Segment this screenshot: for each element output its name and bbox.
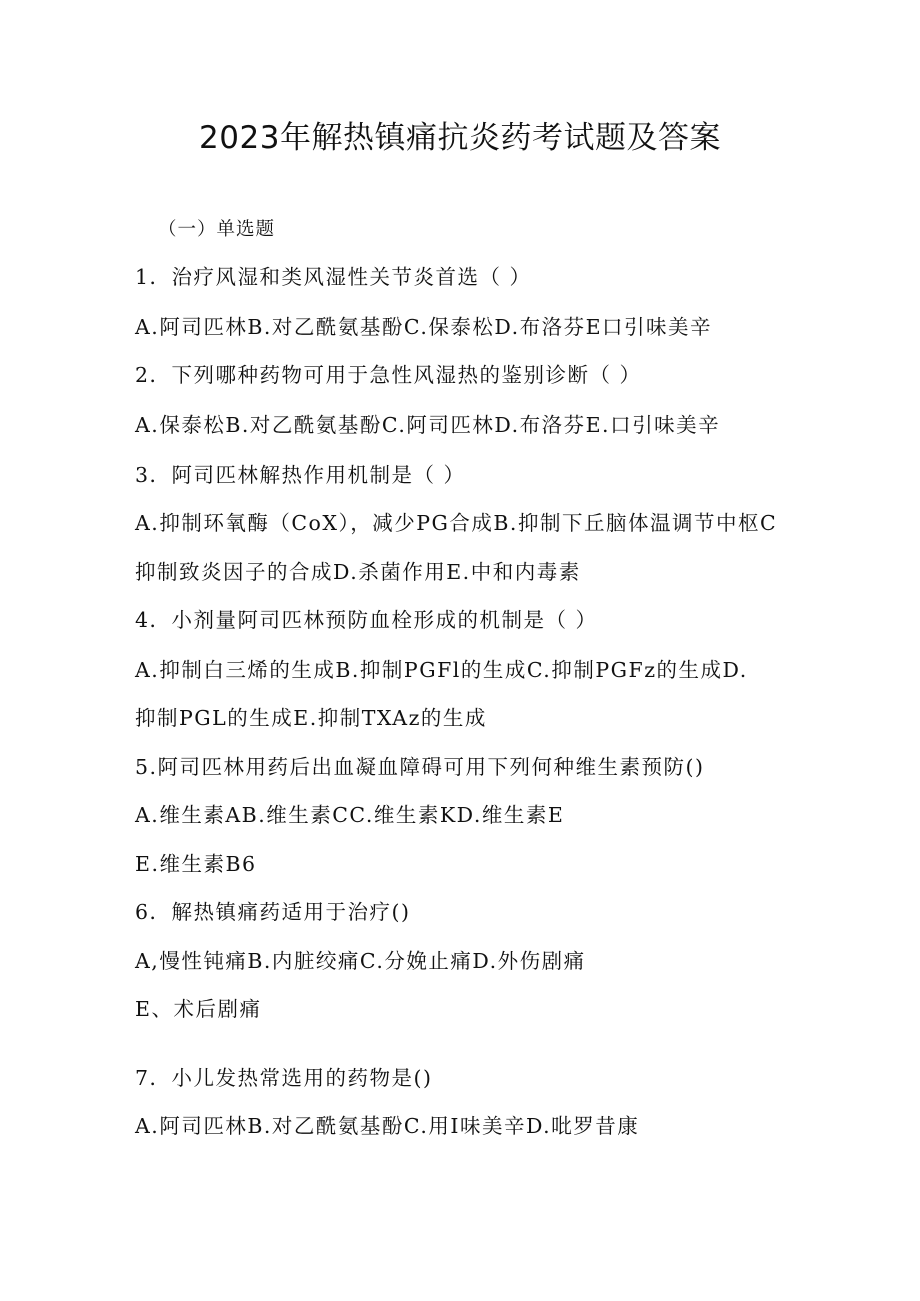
question-3-options: A.抑制环氧酶（CoX），减少PG合成B.抑制下丘脑体温调节中枢C	[135, 511, 778, 535]
question-5-options: A.维生素AB.维生素CC.维生素KD.维生素E	[135, 803, 565, 827]
question-6-options: A,慢性钝痛B.内脏绞痛C.分娩止痛D.外伤剧痛	[135, 949, 586, 973]
question-6-options-cont: E、术后剧痛	[135, 997, 262, 1021]
question-5: 5.阿司匹林用药后出血凝血障碍可用下列何种维生素预防()	[135, 755, 705, 779]
document-title: 2023年解热镇痛抗炎药考试题及答案	[199, 120, 721, 156]
question-7-options: A.阿司匹林B.对乙酰氨基酚C.用I味美辛D.吡罗昔康	[135, 1114, 640, 1138]
question-4-options-cont: 抑制PGL的生成E.抑制TXAz的生成	[135, 706, 487, 730]
question-6: 6．解热镇痛药适用于治疗()	[135, 900, 411, 924]
question-7: 7．小儿发热常选用的药物是()	[135, 1066, 433, 1090]
question-1-options: A.阿司匹林B.对乙酰氨基酚C.保泰松D.布洛芬E口引味美辛	[135, 315, 713, 339]
question-5-options-cont: E.维生素B6	[135, 852, 257, 876]
question-4: 4．小剂量阿司匹林预防血栓形成的机制是（ ）	[135, 608, 598, 632]
section-heading: （一）单选题	[158, 219, 276, 240]
question-4-options: A.抑制白三烯的生成B.抑制PGFl的生成C.抑制PGFz的生成D.	[135, 658, 748, 682]
question-2: 2．下列哪种药物可用于急性风湿热的鉴别诊断（ ）	[135, 363, 642, 387]
question-3: 3．阿司匹林解热作用机制是（ ）	[135, 463, 466, 487]
question-3-options-cont: 抑制致炎因子的合成D.杀菌作用E.中和内毒素	[135, 560, 581, 584]
question-2-options: A.保泰松B.对乙酰氨基酚C.阿司匹林D.布洛芬E.口引味美辛	[135, 413, 721, 437]
question-1: 1．治疗风湿和类风湿性关节炎首选（ ）	[135, 265, 532, 289]
